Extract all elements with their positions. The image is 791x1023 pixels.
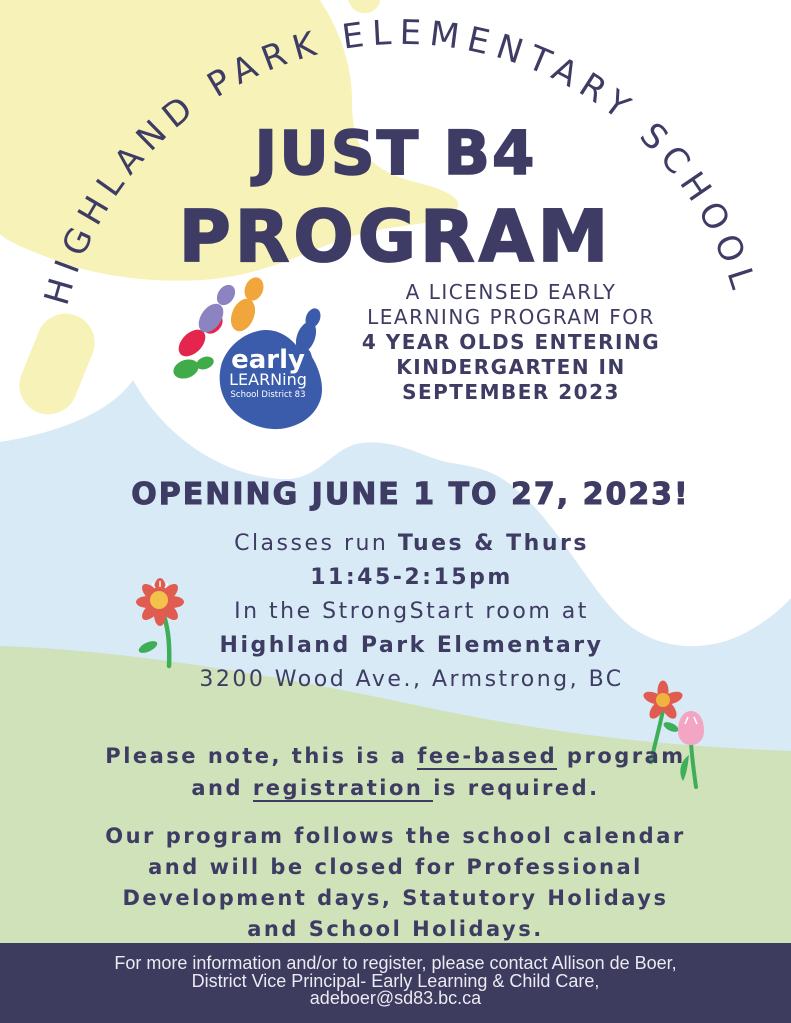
schedule-days-bold: Tues & Thurs bbox=[397, 531, 589, 556]
yellow-tongue bbox=[348, 0, 380, 13]
handprint-logo bbox=[171, 275, 324, 430]
yellow-pill bbox=[11, 305, 104, 423]
calendar-line-2: and will be closed for Professional bbox=[148, 855, 643, 879]
fee-note-line1 bbox=[0, 740, 791, 772]
fee-note-line2 bbox=[0, 772, 791, 804]
title-line1: JUST B4 bbox=[254, 118, 537, 189]
calendar-line-4: and School Holidays. bbox=[247, 917, 544, 941]
intro-line-3: 4 YEAR OLDS ENTERING bbox=[361, 330, 661, 354]
title-line2: PROGRAM bbox=[178, 195, 613, 278]
fee-note-l2a: and bbox=[191, 776, 253, 800]
logo-word-district: School District 83 bbox=[230, 390, 306, 400]
finger-green bbox=[171, 356, 202, 382]
intro-block bbox=[345, 280, 677, 405]
schedule-line-time: 11:45-2:15pm bbox=[310, 565, 513, 590]
fee-note-l1a: Please note, this is a bbox=[105, 744, 418, 768]
footer-line-email: adeboer@sd83.bc.ca bbox=[309, 988, 482, 1008]
schedule-line-address: 3200 Wood Ave., Armstrong, BC bbox=[199, 667, 624, 692]
fee-note-underline-feebased: fee-based bbox=[417, 744, 558, 768]
fee-note-l2b: is required. bbox=[433, 776, 600, 800]
schedule-line-days bbox=[32, 527, 791, 561]
footer-line-role: District Vice Principal- Early Learning & Child Care, bbox=[191, 970, 600, 991]
arc-school-name-text: HIGHLAND PARK ELEMENTARY SCHOOL bbox=[36, 12, 764, 310]
finger-orange bbox=[226, 295, 259, 335]
fee-note-underline-registration: registration bbox=[252, 776, 434, 800]
fee-note bbox=[0, 740, 791, 804]
logo-word-learning: LEARNing bbox=[229, 370, 307, 389]
intro-line-5: SEPTEMBER 2023 bbox=[402, 380, 620, 404]
schedule-line-school: Highland Park Elementary bbox=[219, 633, 604, 658]
footer-line-contact: For more information and/or to register, please contact Allison de Boer, bbox=[114, 953, 677, 973]
calendar-line-1: Our program follows the school calendar bbox=[105, 824, 686, 848]
schedule-line-room: In the StrongStart room at bbox=[234, 599, 589, 624]
schedule-classes-run: Classes run bbox=[234, 531, 398, 556]
calendar-line-3: Development days, Statutory Holidays bbox=[122, 886, 669, 910]
schedule-block bbox=[32, 527, 791, 697]
intro-line-4: KINDERGARTEN IN bbox=[396, 355, 626, 379]
opening-line: OPENING JUNE 1 TO 27, 2023! bbox=[131, 477, 690, 512]
footer-bar bbox=[0, 943, 791, 1023]
calendar-note bbox=[0, 821, 791, 945]
fee-note-l1b: program bbox=[557, 744, 686, 768]
intro-line-2: LEARNING PROGRAM FOR bbox=[367, 305, 655, 329]
logo-word-early: early bbox=[231, 345, 305, 375]
intro-line-1: A LICENSED EARLY bbox=[405, 280, 617, 304]
